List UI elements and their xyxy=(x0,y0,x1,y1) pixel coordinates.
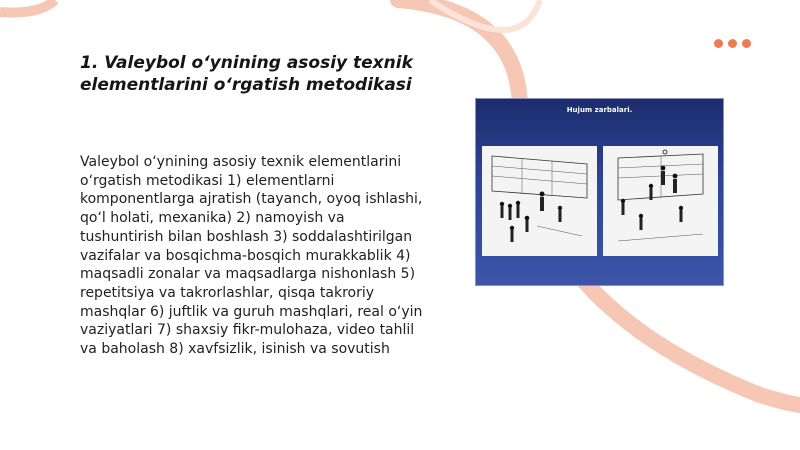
slide-title: 1. Valeybol o‘ynining asosiy texnik elementlarini o‘rgatish metodikasi xyxy=(80,53,413,95)
dot-icon xyxy=(728,39,737,48)
illustration-left-panel xyxy=(482,146,597,256)
dot-icon xyxy=(714,39,723,48)
volleyball-attack-illustration xyxy=(482,146,597,256)
volleyball-figure xyxy=(475,98,724,286)
illustration-right-panel xyxy=(603,146,718,256)
volleyball-attack-illustration xyxy=(603,146,718,256)
dot-icon xyxy=(742,39,751,48)
decorative-dots xyxy=(714,39,751,48)
slide-body-text: Valeybol o‘ynining asosiy texnik elementlarini o‘rgatish metodikasi 1) elementlarni komponentlarga ajratish (tayanch, oyoq ishlashi, qo‘l holati, mexanika) 2) namoyish va tushuntirish bilan boshlash 3) soddalashtirilgan vazifalar va bosqichma-bosqich murakkablik 4) maqsadli zonalar va maqsadlarga nishonlash 5) repetitsiya va takrorlashlar, qisqa takroriy mashqlar 6) juftlik va guruh mashqlari, real o‘yin vaziyatlari 7) shaxsiy fikr-mulohaza, video tahlil va baholash 8) xavfsizlik, isinish va sovutish xyxy=(80,154,423,358)
figure-caption: Hujum zarbalari. xyxy=(566,106,633,114)
